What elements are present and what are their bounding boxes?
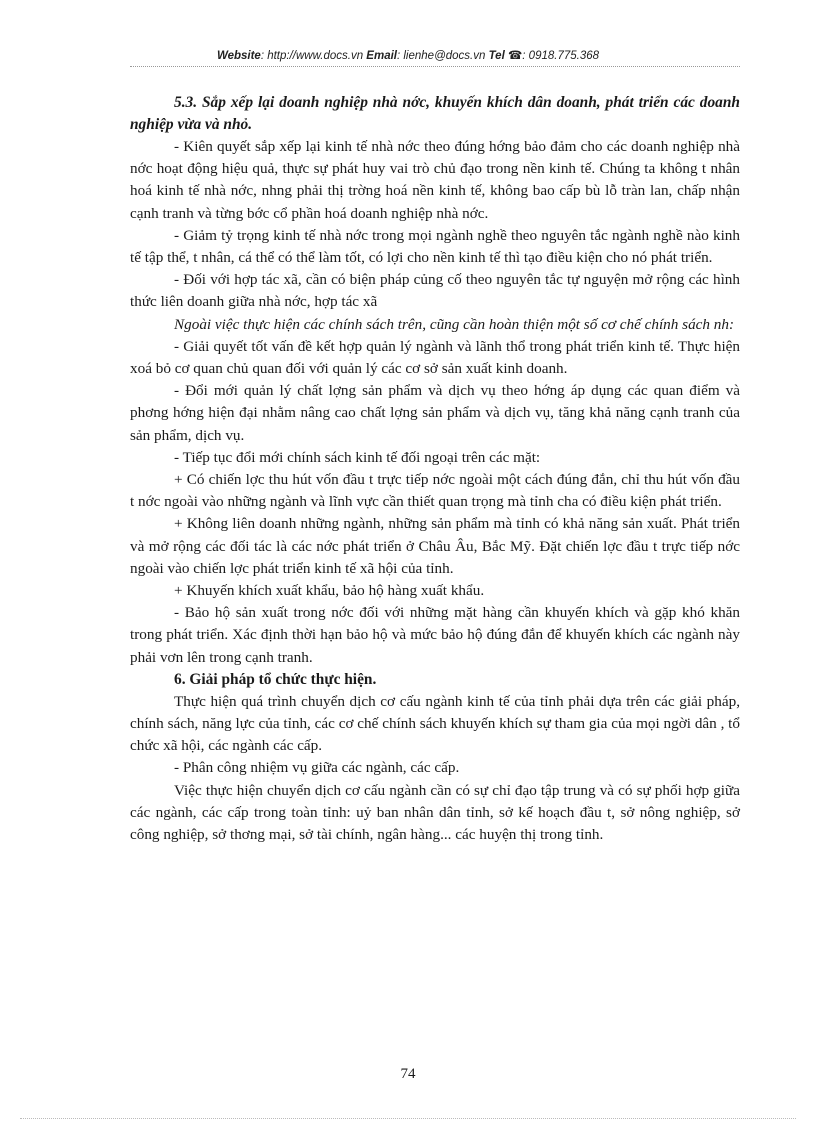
document-body	[130, 92, 740, 846]
section-6-title: 6. Giải pháp tổ chức thực hiện.	[174, 670, 377, 688]
paragraph: - Giải quyết tốt vấn đề kết hợp quản lý ngành và lãnh thổ trong phát triển kinh tế. Thực hiện xoá bỏ cơ quan chủ quan đối với quản lý các cơ sở sản xuất kinh doanh.	[130, 337, 740, 378]
section-5-3-title: 5.3. Sắp xếp lại doanh nghiệp nhà nớc, khuyến khích dân doanh, phát triển các doanh nghiệp vừa và nhỏ.	[130, 94, 740, 133]
paragraph-italic-intro: Ngoài việc thực hiện các chính sách trên, cũng cần hoàn thiện một số cơ chế chính sách nh:	[174, 315, 735, 333]
paragraph: Việc thực hiện chuyển dịch cơ cấu ngành cần có sự chỉ đạo tập trung và có sự phối hợp giữa các ngành, các cấp trong toàn tỉnh: uỷ ban nhân dân tỉnh, sở kế hoạch đầu t, sở nông nghiệp, sở công nghiệp, sở thơng mại, sở tài chính, ngân hàng... các huyện thị trong tỉnh.	[130, 781, 740, 844]
paragraph: - Đổi mới quản lý chất lợng sản phẩm và dịch vụ theo hớng áp dụng các quan điểm và phơng hớng hiện đại nhằm nâng cao chất lợng sản phẩm và dịch vụ, tăng khả năng cạnh tranh của sản phẩm, dịch vụ.	[130, 382, 740, 444]
email-value: : lienhe@docs.vn	[396, 50, 486, 62]
email-label: Email	[366, 50, 397, 62]
paragraph: + Có chiến lợc thu hút vốn đầu t trực tiếp nớc ngoài một cách đúng đắn, chỉ thu hút vốn đầu t nớc ngoài vào những ngành và lĩnh vực cần thiết quan trọng mà tỉnh cha có điều kiện phát triển.	[130, 471, 740, 511]
website-value: : http://www.docs.vn	[260, 50, 364, 62]
footer-divider	[20, 1118, 796, 1119]
page-number: 74	[400, 1066, 416, 1082]
tel-value: : 0918.775.368	[522, 50, 600, 62]
paragraph: - Phân công nhiệm vụ giữa các ngành, các cấp.	[174, 759, 460, 777]
paragraph: - Giảm tỷ trọng kinh tế nhà nớc trong mọi ngành nghề theo nguyên tắc ngành nghề nào kinh tế tập thể, t nhân, cá thể có thể làm tốt, có lợi cho nền kinh tế thì tạo điều kiện cho nó phát triển.	[130, 226, 740, 267]
paragraph: Thực hiện quá trình chuyển dịch cơ cấu ngành kinh tế của tỉnh phải dựa trên các giải pháp, chính sách, năng lực của tỉnh, các cơ chế chính sách khuyến khích sự tham gia của mọi ngời dân , tổ chức xã hội, các ngành các cấp.	[130, 692, 740, 755]
header-divider	[130, 66, 740, 67]
paragraph: - Bảo hộ sản xuất trong nớc đối với những mặt hàng cần khuyến khích và gặp khó khăn trong phát triển. Xác định thời hạn bảo hộ và mức bảo hộ đúng đắn để khuyến khích các ngành này phải vơn lên trong cạnh tranh.	[130, 604, 740, 666]
page-header	[0, 48, 816, 62]
paragraph: + Không liên doanh những ngành, những sản phẩm mà tỉnh có khả năng sản xuất. Phát triển và mở rộng các đối tác là các nớc phát triển ở Châu Âu, Bắc Mỹ. Đặt chiến lợc đầu t trực tiếp nớc ngoài vào chiến lợc phát triển kinh tế xã hội của tỉnh.	[130, 515, 740, 577]
paragraph: - Kiên quyết sắp xếp lại kinh tế nhà nớc theo đúng hớng bảo đảm cho các doanh nghiệp nhà nớc hoạt động hiệu quả, thực sự phát huy vai trò chủ đạo trong nền kinh tế. Chúng ta không t nhân hoá kinh tế nhà nớc, nhng phải thị trờng hoá nền kinh tế, không bao cấp bù lỗ tràn lan, chấp nhận cạnh tranh và từng bớc cổ phần hoá doanh nghiệp nhà nớc.	[130, 138, 740, 222]
paragraph: - Tiếp tục đổi mới chính sách kinh tế đối ngoại trên các mặt:	[174, 448, 541, 466]
website-label: Website	[216, 50, 261, 62]
tel-label: Tel ☎	[488, 50, 523, 62]
paragraph: - Đối với hợp tác xã, cần có biện pháp củng cố theo nguyên tắc tự nguyện mở rộng các hình thức liên doanh giữa nhà nớc, hợp tác xã	[130, 271, 740, 311]
paragraph: + Khuyến khích xuất khẩu, bảo hộ hàng xuất khẩu.	[174, 582, 485, 600]
